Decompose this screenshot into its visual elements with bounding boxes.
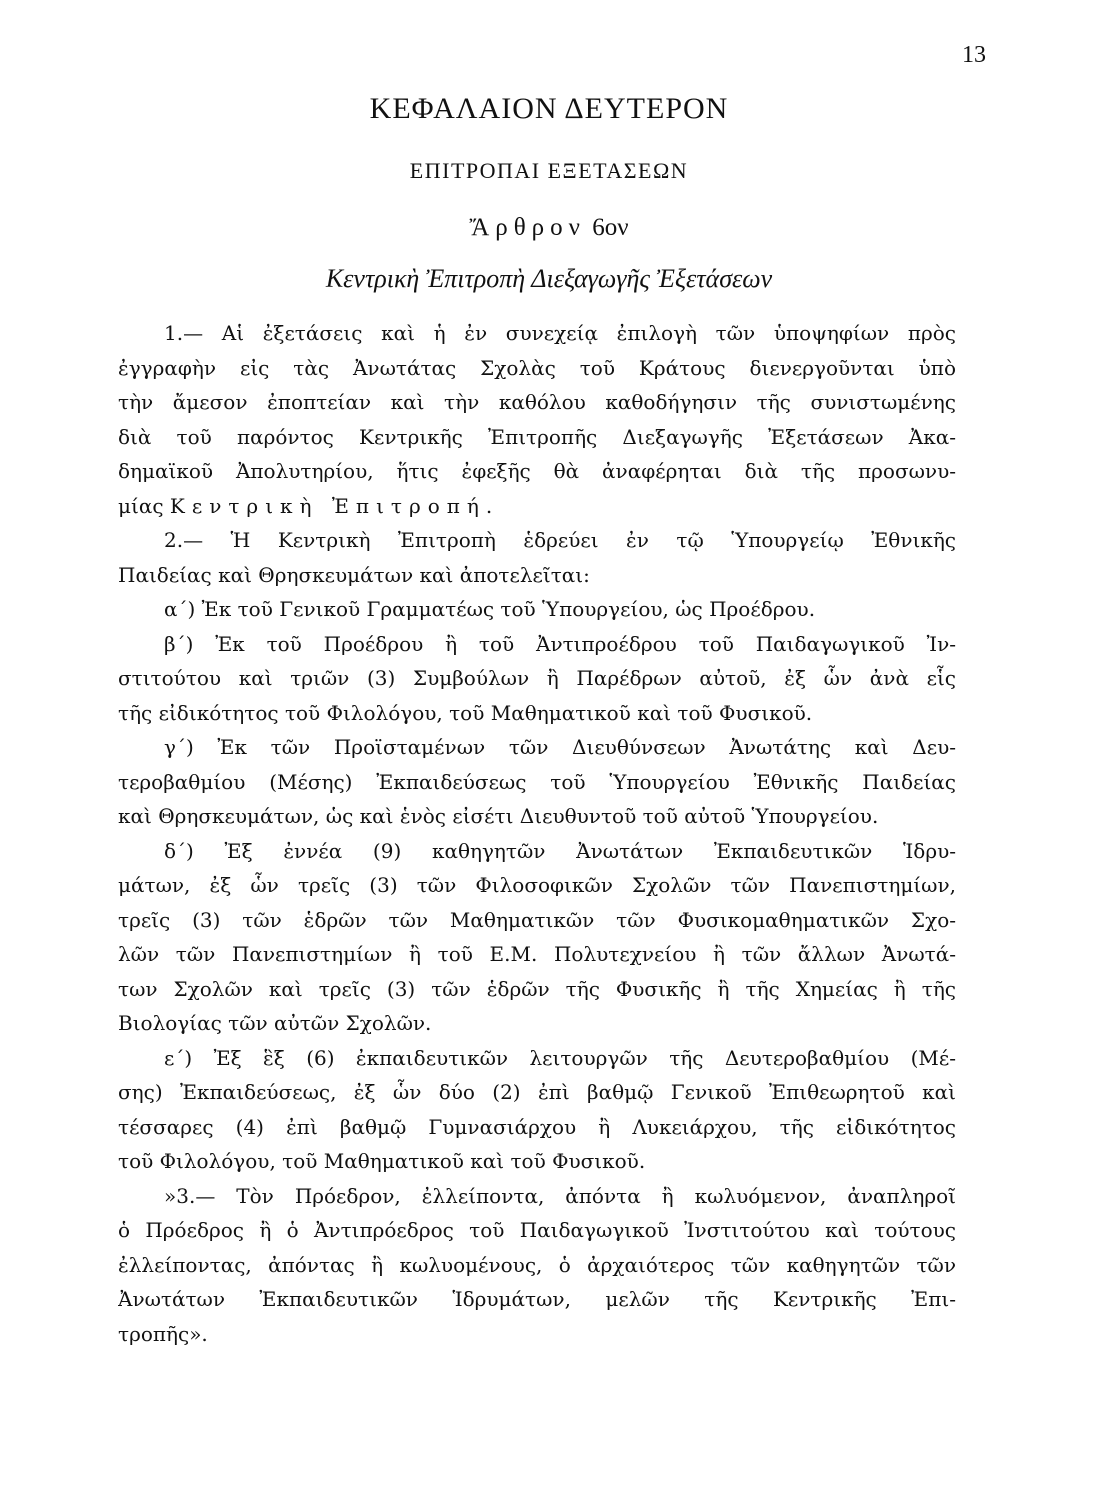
text-line: τοῦ Φιλολόγου, τοῦ Μαθηματικοῦ καὶ τοῦ Φυσικοῦ. bbox=[118, 1149, 646, 1173]
text-line: των Σχολῶν καὶ τρεῖς (3) τῶν ἑδρῶν τῆς Φυσικῆς ἢ τῆς Χημείας ἢ τῆς bbox=[118, 976, 956, 1001]
article-title: Κεντρικὴ Ἐπιτροπὴ Διεξαγωγῆς Ἐξετάσεων bbox=[325, 264, 773, 293]
spaced-committee-name: Κεντρικὴ Ἐπιτροπή. bbox=[169, 493, 500, 518]
article-body bbox=[118, 316, 956, 1351]
chapter-title: ΚΕΦΑΛΑΙΟΝ ΔΕΥΤΕΡΟΝ bbox=[369, 92, 729, 125]
text-line: γ΄) Ἐκ τῶν Προϊσταμένων τῶν Διευθύνσεων Ἀνωτάτης καὶ Δευ- bbox=[164, 735, 956, 759]
text-line: λῶν τῶν Πανεπιστημίων ἢ τοῦ Ε.Μ. Πολυτεχνείου ἢ τῶν ἄλλων Ἀνωτά- bbox=[118, 942, 956, 966]
text-line: Βιολογίας τῶν αὐτῶν Σχολῶν. bbox=[118, 1011, 432, 1035]
text-line: καὶ Θρησκευμάτων, ὡς καὶ ἑνὸς εἰσέτι Διευθυντοῦ τοῦ αὐτοῦ Ὑπουργείου. bbox=[118, 804, 879, 828]
text-line: δ΄) Ἐξ ἐννέα (9) καθηγητῶν Ἀνωτάτων Ἐκπαιδευτικῶν Ἱδρυ- bbox=[164, 838, 956, 863]
text-line: τὴν ἄμεσον ἐποπτείαν καὶ τὴν καθόλου καθοδήγησιν τῆς συνιστωμένης bbox=[118, 390, 956, 414]
text-line: α΄) Ἐκ τοῦ Γενικοῦ Γραμματέως τοῦ Ὑπουργείου, ὡς Προέδρου. bbox=[164, 597, 816, 621]
text-line: Παιδείας καὶ Θρησκευμάτων καὶ ἀποτελεῖται: bbox=[118, 562, 590, 587]
text-line: Ἀνωτάτων Ἐκπαιδευτικῶν Ἱδρυμάτων, μελῶν τῆς Κεντρικῆς Ἐπι- bbox=[118, 1287, 956, 1311]
text-line: τρεῖς (3) τῶν ἑδρῶν τῶν Μαθηματικῶν τῶν Φυσικομαθηματικῶν Σχο- bbox=[118, 907, 956, 932]
text-fragment: μίας bbox=[118, 493, 164, 518]
text-line: μάτων, ἐξ ὧν τρεῖς (3) τῶν Φιλοσοφικῶν Σχολῶν τῶν Πανεπιστημίων, bbox=[118, 873, 956, 897]
article-number: 6ον bbox=[592, 214, 629, 241]
text-line: 1.— Αἱ ἐξετάσεις καὶ ἡ ἐν συνεχείᾳ ἐπιλογὴ τῶν ὑποψηφίων πρὸς bbox=[164, 321, 956, 345]
text-line: β΄) Ἐκ τοῦ Προέδρου ἢ τοῦ Ἀντιπροέδρου τοῦ Παιδαγωγικοῦ Ἰν- bbox=[164, 631, 956, 656]
text-line: δημαϊκοῦ Ἀπολυτηρίου, ἥτις ἐφεξῆς θὰ ἀναφέρηται διὰ τῆς προσωνυ- bbox=[118, 459, 956, 483]
text-line: ὁ Πρόεδρος ἢ ὁ Ἀντιπρόεδρος τοῦ Παιδαγωγικοῦ Ἰνστιτούτου καὶ τούτους bbox=[118, 1218, 956, 1242]
text-line: τῆς εἰδικότητος τοῦ Φιλολόγου, τοῦ Μαθηματικοῦ καὶ τοῦ Φυσικοῦ. bbox=[118, 700, 813, 725]
text-line: τροπῆς». bbox=[118, 1321, 208, 1346]
text-line: τεροβαθμίου (Μέσης) Ἐκπαιδεύσεως τοῦ Ὑπουργείου Ἐθνικῆς Παιδείας bbox=[118, 769, 956, 794]
text-line: στιτούτου καὶ τριῶν (3) Συμβούλων ἢ Παρέδρων αὐτοῦ, ἐξ ὧν ἀνὰ εἷς bbox=[118, 666, 956, 690]
text-line: τέσσαρες (4) ἐπὶ βαθμῷ Γυμνασιάρχου ἢ Λυκειάρχου, τῆς εἰδικότητος bbox=[118, 1114, 956, 1139]
text-line: ἐλλείποντας, ἀπόντας ἢ κωλυομένους, ὁ ἀρχαιότερος τῶν καθηγητῶν τῶν bbox=[118, 1252, 956, 1277]
text-line-with-spaced-name bbox=[118, 489, 956, 524]
text-line: »3.— Τὸν Πρόεδρον, ἐλλείποντα, ἀπόντα ἢ κωλυόμενον, ἀναπληροῖ bbox=[164, 1183, 956, 1208]
text-line: διὰ τοῦ παρόντος Κεντρικῆς Ἐπιτροπῆς Διεξαγωγῆς Ἐξετάσεων Ἀκα- bbox=[118, 424, 956, 449]
text-line: σης) Ἐκπαιδεύσεως, ἐξ ὧν δύο (2) ἐπὶ βαθμῷ Γενικοῦ Ἐπιθεωρητοῦ καὶ bbox=[118, 1080, 956, 1104]
article-word: Ἄρθρον bbox=[469, 214, 586, 241]
page-number: 13 bbox=[962, 42, 986, 68]
text-line: 2.— Ἡ Κεντρικὴ Ἐπιτροπὴ ἑδρεύει ἐν τῷ Ὑπουργείῳ Ἐθνικῆς bbox=[164, 528, 956, 552]
text-line: ε΄) Ἐξ ἓξ (6) ἐκπαιδευτικῶν λειτουργῶν τῆς Δευτεροβαθμίου (Μέ- bbox=[164, 1045, 956, 1070]
article-heading bbox=[0, 214, 1098, 242]
text-line: ἐγγραφὴν εἰς τὰς Ἀνωτάτας Σχολὰς τοῦ Κράτους διενεργοῦνται ὑπὸ bbox=[118, 355, 956, 380]
chapter-subtitle: ΕΠΙΤΡΟΠΑΙ ΕΞΕΤΑΣΕΩΝ bbox=[409, 158, 689, 183]
